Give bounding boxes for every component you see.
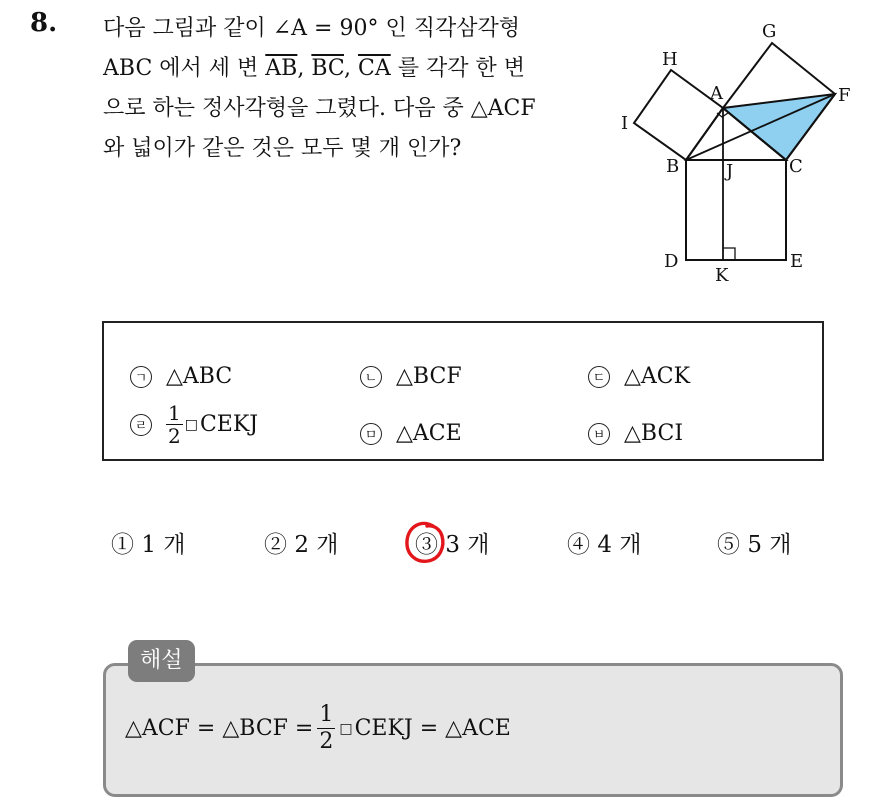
choice-label: ⑤ (717, 532, 740, 558)
label-i: I (621, 113, 629, 134)
label-k: K (715, 265, 729, 286)
option-text: △BCF (396, 364, 462, 389)
fraction-denominator: 2 (319, 729, 334, 754)
option-text: △ACK (624, 364, 691, 389)
question-line-2a: 에서 세 변 (159, 56, 259, 81)
question-text (103, 9, 603, 169)
choice-text: 1 개 (141, 532, 186, 558)
pythagoras-diagram (610, 15, 870, 295)
option-2 (360, 364, 462, 389)
geometry-figure (610, 15, 870, 295)
square-symbol: □ (184, 416, 198, 433)
option-text: CEKJ (199, 412, 259, 437)
fraction-denominator: 2 (168, 424, 181, 448)
question-line-3: 으로 하는 정사각형을 그렸다. 다음 중 △ACF (103, 96, 536, 121)
option-marker: ㅁ (360, 423, 382, 445)
label-d: D (664, 251, 679, 272)
label-c: C (789, 156, 803, 177)
solution-fraction (317, 702, 335, 755)
option-marker: ㄱ (130, 366, 152, 388)
fraction-numerator: 1 (168, 401, 181, 425)
option-4 (130, 402, 258, 447)
comma-1: , (297, 56, 305, 81)
choice-text: 5 개 (747, 532, 792, 558)
option-6 (588, 421, 683, 446)
label-f: F (838, 85, 851, 106)
fraction-half (166, 402, 183, 447)
fraction-numerator: 1 (319, 702, 334, 727)
right-angle-mark-k (723, 248, 735, 260)
choice-4[interactable] (567, 526, 641, 559)
option-1 (130, 364, 232, 389)
square-on-bc (686, 160, 786, 260)
choice-label: ③ (415, 532, 438, 558)
label-j: J (726, 161, 734, 182)
square-symbol: □ (339, 720, 353, 737)
option-marker: ㅂ (588, 423, 610, 445)
choice-label: ④ (567, 532, 590, 558)
choice-1[interactable] (111, 526, 185, 559)
solution-text (125, 702, 511, 755)
solution-part-1: △ACF = △BCF = (125, 716, 314, 741)
label-a: A (710, 83, 723, 104)
option-marker: ㄴ (360, 366, 382, 388)
question-line-1: 다음 그림과 같이 ∠A = 90° 인 직각삼각형 (103, 16, 520, 41)
option-marker: ㄷ (588, 366, 610, 388)
comma-2: , (343, 56, 351, 81)
choice-text: 4 개 (597, 532, 642, 558)
choice-text: 2 개 (294, 532, 339, 558)
choice-label: ① (111, 532, 134, 558)
solution-tab: 해설 (128, 640, 195, 682)
side-bc: $\overline{BC}$ (311, 56, 344, 81)
option-marker: ㄹ (130, 414, 152, 436)
triangle-acf-shaded (723, 94, 835, 160)
label-h: H (662, 49, 678, 70)
side-ab: $\overline{AB}$ (265, 56, 298, 81)
choice-3[interactable] (415, 526, 489, 559)
question-line-2 (103, 49, 603, 89)
label-e: E (790, 251, 804, 272)
option-text: △ABC (166, 364, 233, 389)
choice-2[interactable] (264, 526, 338, 559)
triangle-name: ABC (103, 56, 153, 81)
label-b: B (666, 156, 680, 177)
label-g: G (762, 21, 777, 42)
choice-5[interactable] (717, 526, 791, 559)
option-text: △ACE (396, 421, 462, 446)
question-line-4: 와 넓이가 같은 것은 모두 몇 개 인가? (103, 136, 462, 161)
option-text: △BCI (624, 421, 684, 446)
option-5 (360, 421, 462, 446)
question-number: 8. (30, 8, 58, 38)
choice-text: 3 개 (445, 532, 490, 558)
option-3 (588, 364, 690, 389)
side-ca: $\overline{CA}$ (357, 56, 391, 81)
question-line-2b: 를 각각 한 변 (397, 56, 525, 81)
choice-label: ② (264, 532, 287, 558)
solution-part-2: CEKJ = △ACE (354, 716, 511, 741)
